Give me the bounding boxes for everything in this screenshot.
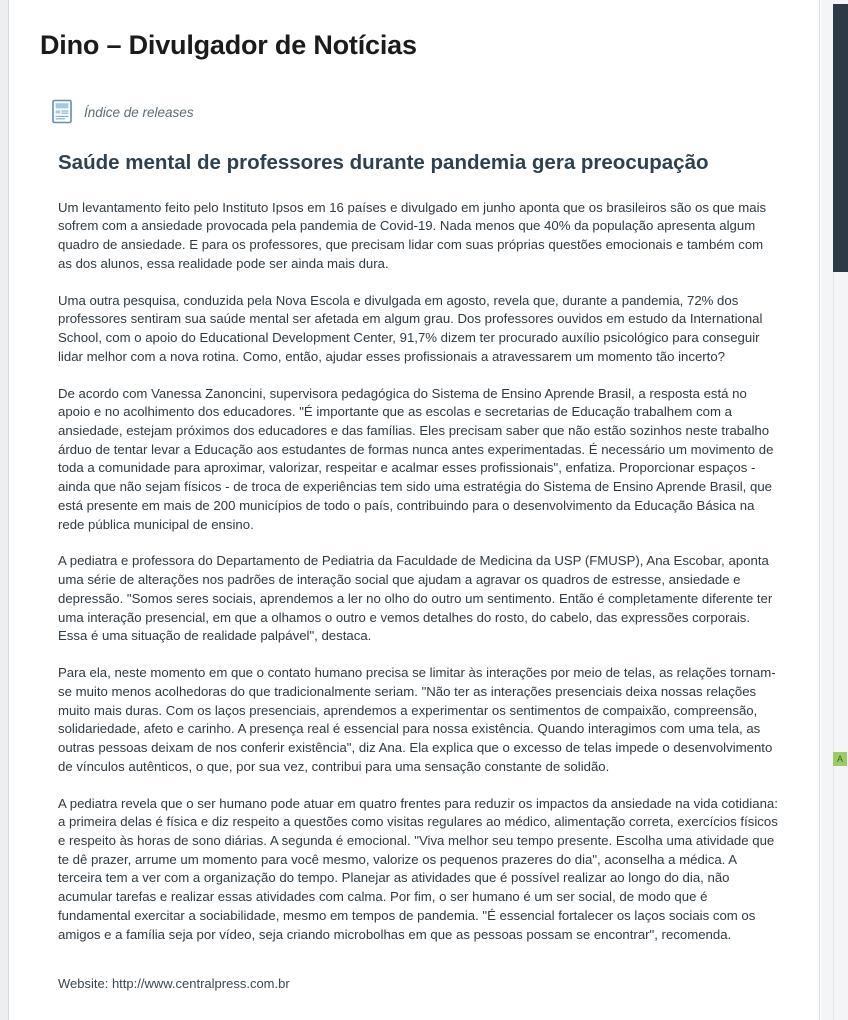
article-paragraph: Um levantamento feito pelo Instituto Ipsos em 16 países e divulgado em junho aponta que os brasileiros são os que mais sofrem com a ansiedade provocada pela pandemia de Covid-19. Nada menos que 40% da população apresenta algum quadro de ansiedade. E para os professores, que precisam lidar com suas próprias questões emocionais e também com as dos alunos, essa realidade pode ser ainda mais dura. bbox=[58, 199, 767, 271]
index-of-releases-label: Índice de releases bbox=[84, 104, 194, 120]
scrollbar-track[interactable] bbox=[833, 272, 848, 1020]
website-label: Website: bbox=[58, 976, 112, 992]
article-body bbox=[58, 199, 780, 945]
website-line bbox=[58, 976, 780, 991]
scrollbar-thumb[interactable] bbox=[833, 4, 848, 272]
article-paragraph: De acordo com Vanessa Zanoncini, supervisora pedagógica do Sistema de Ensino Aprende Brasil, a resposta está no apoio e no acolhimento dos educadores. "É importante que as escolas e secretarias de Educação trabalhem com a ansiedade, estejam próximos dos educadores e das famílias. Eles precisam saber que não estão sozinhos neste trabalho árduo de tentar levar a Educação aos estudantes de formas nunca antes experimentadas. É necessário um movimento de toda a comunidade para aproximar, valorizar, respeitar e acalmar esses profissionais", enfatiza. Proporcionar espaços - ainda que não sejam físicos - de troca de experiências tem sido uma estratégia do Sistema de Ensino Aprende Brasil, que está presente em mais de 200 municípios de todo o país, contribuindo para o desenvolvimento da Educação Básica na rede pública municipal de ensino. bbox=[58, 385, 774, 532]
article-paragraph: A pediatra e professora do Departamento de Pediatria da Faculdade de Medicina da USP (FMUSP), Ana Escobar, aponta uma série de alterações nos padrões de interação social que ajudam a agravar os quadros de estresse, ansiedade e depressão. "Somos seres sociais, aprendemos a ler no olho do outro um sentimento. Então é completamente diferente ter uma interação presencial, em que a olhamos o outro e vemos detalhes do rosto, do cabelo, das expressões corporais. Essa é uma situação de realidade palpável", destaca. bbox=[58, 553, 773, 644]
side-annotation-marker[interactable]: A bbox=[833, 752, 847, 766]
page-title: Dino – Divulgador de Notícias bbox=[40, 30, 417, 60]
page-left-edge bbox=[0, 0, 8, 1020]
article-headline: Saúde mental de professores durante pandemia gera preocupação bbox=[58, 151, 709, 174]
document-list-icon bbox=[52, 99, 74, 125]
document-content bbox=[8, 0, 820, 991]
article-paragraph: Uma outra pesquisa, conduzida pela Nova Escola e divulgada em agosto, revela que, durante a pandemia, 72% dos professores sentiram sua saúde mental ser afetada em algum grau. Dos professores ouvidos em estudo da International School, com o apoio do Educational Development Center, 91,7% dizem ter procurado auxílio psicológico para conseguir lidar melhor com a nova rotina. Como, então, ajudar esses profissionais a atravessarem um momento tão incerto? bbox=[58, 292, 763, 364]
article-paragraph: Para ela, neste momento em que o contato humano precisa se limitar às interações por meio de telas, as relações tornam-se muito menos acolhedoras do que tradicionalmente seriam. "Não ter as interações presenciais deixa nossas relações muito mais duras. Com os laços presenciais, aprendemos a experimentar os sentimentos de compaixão, compreensão, solidariedade, afeto e carinho. A presença real é essencial para nossa existência. Quando interagimos com uma tela, as outras pessoas deixam de nos conferir existência", diz Ana. Ela explica que o excesso de telas impede o desenvolvimento de vínculos autênticos, o que, por sua vez, contribui para uma sensação constante de solidão. bbox=[58, 665, 776, 774]
article-paragraph: A pediatra revela que o ser humano pode atuar em quatro frentes para reduzir os impactos da ansiedade na vida cotidiana: a primeira delas é física e diz respeito a questões como visitas regulares ao médico, alimentação correta, exercícios físicos e respeito às horas de sono diárias. A segunda é emocional. "Viva melhor seu tempo presente. Escolha uma atividade que te dê prazer, arrume um momento para você mesmo, valorize os pequenos prazeres do dia", aconselha a médica. A terceira tem a ver com a organização do tempo. Planejar as atividades que é possível realizar ao longo do dia, não acumular tarefas e realizar essas atividades com calma. Por fim, o ser humano é um ser social, de modo que é fundamental exercitar a sociabilidade, mesmo em tempos de pandemia. "É essencial fortalecer os laços sociais com os amigos e a família seja por vídeo, seja criando microbolhas em que as pessoas possam se encontrar", recomenda. bbox=[58, 795, 778, 942]
index-of-releases-link[interactable] bbox=[52, 99, 820, 125]
website-link[interactable]: http://www.centralpress.com.br bbox=[111, 976, 290, 992]
